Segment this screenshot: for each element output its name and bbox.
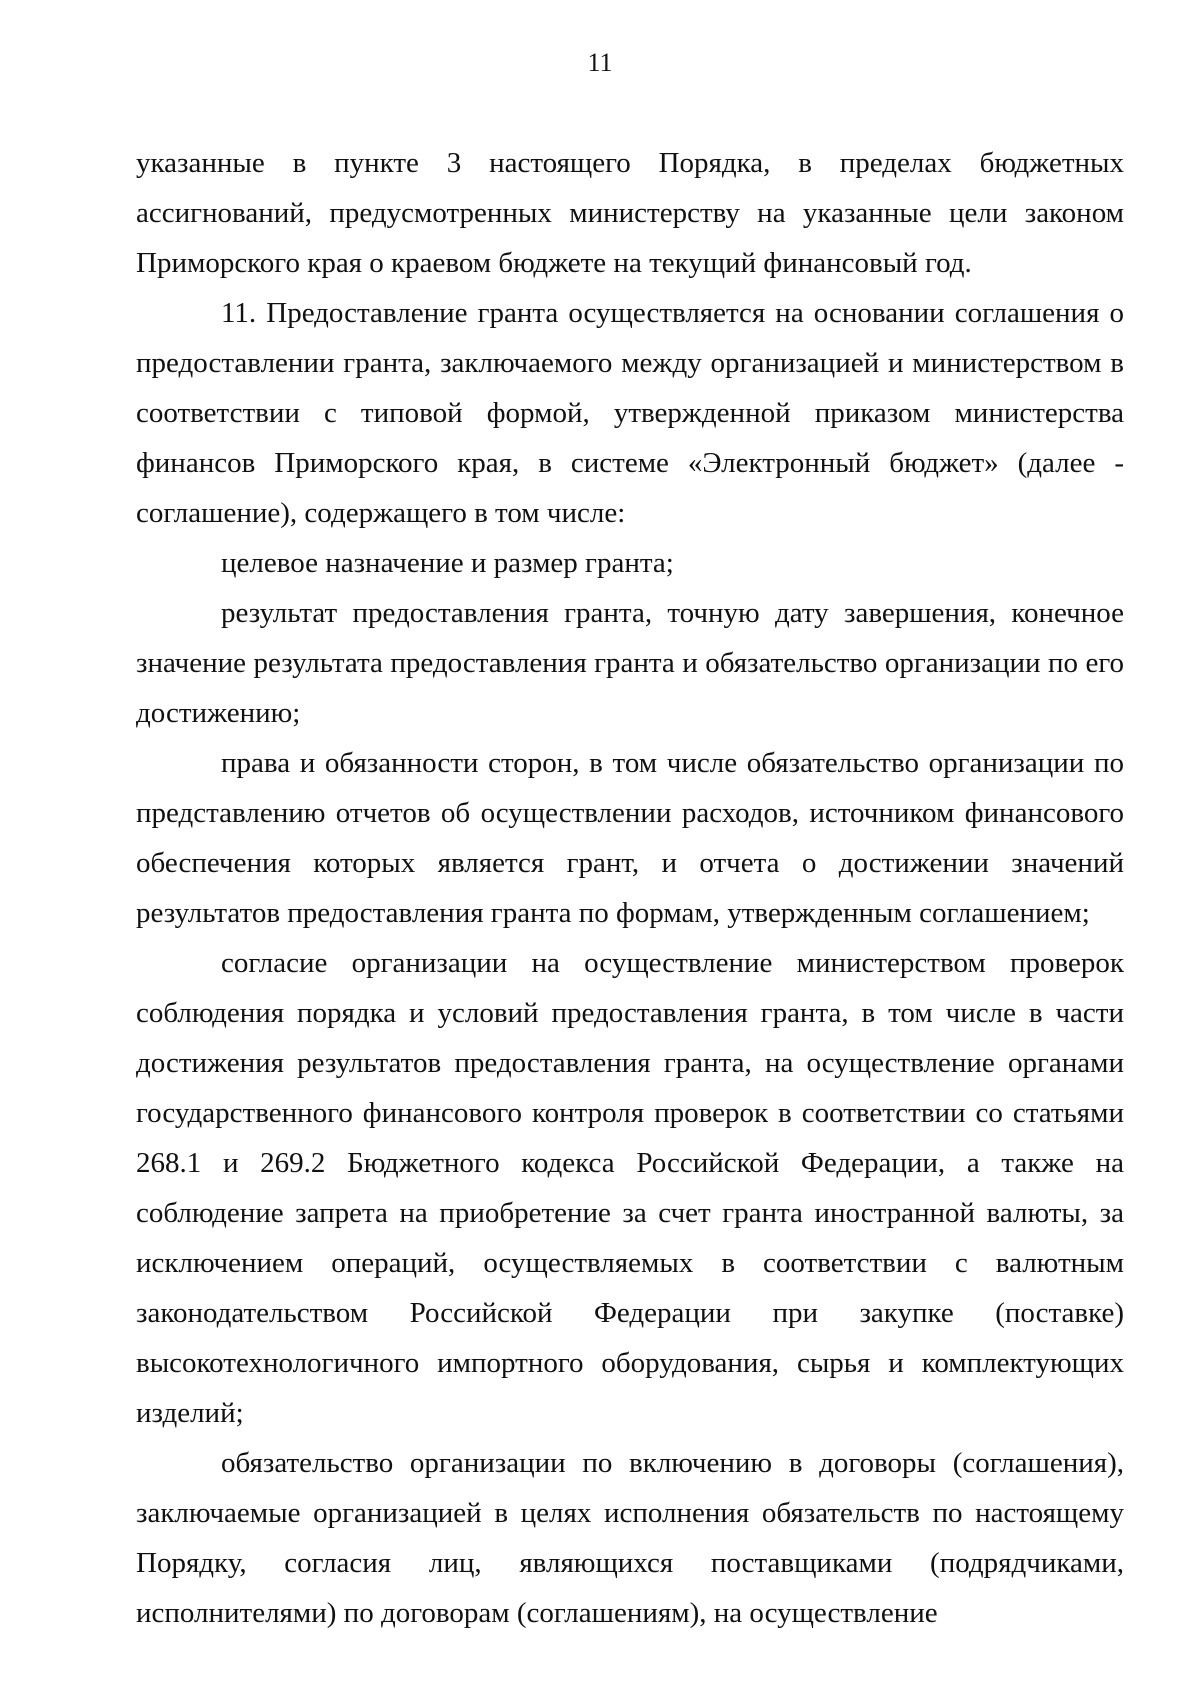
paragraph-consent: согласие организации на осуществление министерством проверок соблюдения порядка и условий предоставления гранта, в том числе в части достижения результатов предоставления гранта, на осуществление органами государственного финансового контроля проверок в соответствии со статьями 268.1 и 269.2 Бюджетного кодекса Российской Федерации, а также на соблюдение запрета на приобретение за счет гранта иностранной валюты, за исключением операций, осуществляемых в соответствии с валютным законодательством Российской Федерации при закупке (поставке) высокотехнологичного импортного оборудования, сырья и комплектующих изделий; xyxy=(136,947,1124,1429)
document-body xyxy=(136,138,1124,1638)
paragraph-item-11: 11. Предоставление гранта осуществляется на основании соглашения о предоставлении гранта, заключаемого между организацией и министерством в соответствии с типовой формой, утвержденной приказом министерства финансов Приморского края, в системе «Электронный бюджет» (далее - соглашение), содержащего в том числе: xyxy=(136,297,1124,529)
page-number: 11 xyxy=(587,48,613,77)
paragraph-purpose: целевое назначение и размер гранта; xyxy=(221,547,674,579)
paragraph-result: результат предоставления гранта, точную дату завершения, конечное значение результата предоставления гранта и обязательство организации по его достижению; xyxy=(136,597,1124,729)
paragraph-continuation: указанные в пункте 3 настоящего Порядка, в пределах бюджетных ассигнований, предусмотренных министерству на указанные цели законом Приморского края о краевом бюджете на текущий финансовый год. xyxy=(136,147,1124,279)
paragraph-rights: права и обязанности сторон, в том числе обязательство организации по представлению отчетов об осуществлении расходов, источником финансового обеспечения которых является грант, и отчета о достижении значений результатов предоставления гранта по формам, утвержденным соглашением; xyxy=(136,747,1124,929)
paragraph-obligation: обязательство организации по включению в договоры (соглашения), заключаемые организацией в целях исполнения обязательств по настоящему Порядку, согласия лиц, являющихся поставщиками (подрядчиками, исполнителями) по договорам (соглашениям), на осуществление xyxy=(136,1447,1124,1629)
